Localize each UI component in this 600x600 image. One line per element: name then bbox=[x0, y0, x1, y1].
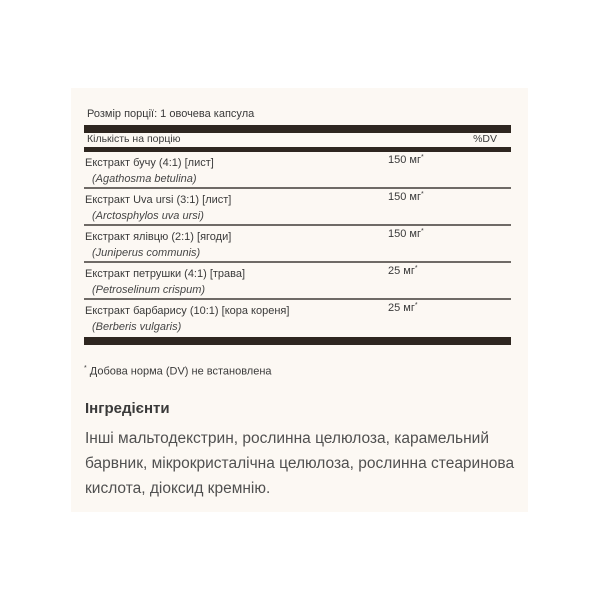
dv-footnote: * Добова норма (DV) не встановлена bbox=[84, 365, 272, 378]
divider-bar bbox=[84, 337, 511, 345]
ingredient-amount: 150 мг* bbox=[388, 228, 424, 240]
table-row bbox=[84, 263, 511, 300]
ingredients-text: Інші мальтодекстрин, рослинна целюлоза, карамельний барвник, мікрокристалічна целюлоза, рослинна стеаринова кислота, діоксид кремнію. bbox=[85, 430, 515, 497]
ingredients-title: Інгредієнти bbox=[85, 400, 170, 417]
table-row bbox=[84, 152, 511, 189]
ingredient-latin-name: (Berberis vulgaris) bbox=[92, 321, 182, 333]
supplement-facts-panel bbox=[71, 88, 528, 512]
ingredient-name: Екстракт ялівцю (2:1) [ягоди] bbox=[85, 231, 232, 243]
ingredient-name: Екстракт бучу (4:1) [лист] bbox=[85, 157, 214, 169]
ingredient-latin-name: (Arctosphylos uva ursi) bbox=[92, 210, 204, 222]
ingredient-latin-name: (Petroselinum crispum) bbox=[92, 284, 206, 296]
ingredient-amount: 150 мг* bbox=[388, 191, 424, 203]
ingredient-name: Екстракт Uva ursi (3:1) [лист] bbox=[85, 194, 232, 206]
ingredient-latin-name: (Agathosma betulina) bbox=[92, 173, 197, 185]
amount-per-serving-label: Кількість на порцію bbox=[87, 133, 181, 145]
ingredient-name: Екстракт барбарису (10:1) [кора кореня] bbox=[85, 305, 290, 317]
supplement-facts-table bbox=[84, 106, 511, 345]
ingredient-latin-name: (Juniperus communis) bbox=[92, 247, 201, 259]
ingredient-name: Екстракт петрушки (4:1) [трава] bbox=[85, 268, 246, 280]
dv-label: %DV bbox=[473, 133, 497, 145]
ingredient-amount: 150 мг* bbox=[388, 154, 424, 166]
divider-bar bbox=[84, 125, 511, 133]
table-row bbox=[84, 300, 511, 337]
table-row bbox=[84, 226, 511, 263]
ingredient-amount: 25 мг* bbox=[388, 265, 418, 277]
serving-size: Розмір порції: 1 овочева капсула bbox=[87, 108, 255, 120]
ingredient-amount: 25 мг* bbox=[388, 302, 418, 314]
table-header bbox=[84, 133, 511, 147]
table-row bbox=[84, 189, 511, 226]
